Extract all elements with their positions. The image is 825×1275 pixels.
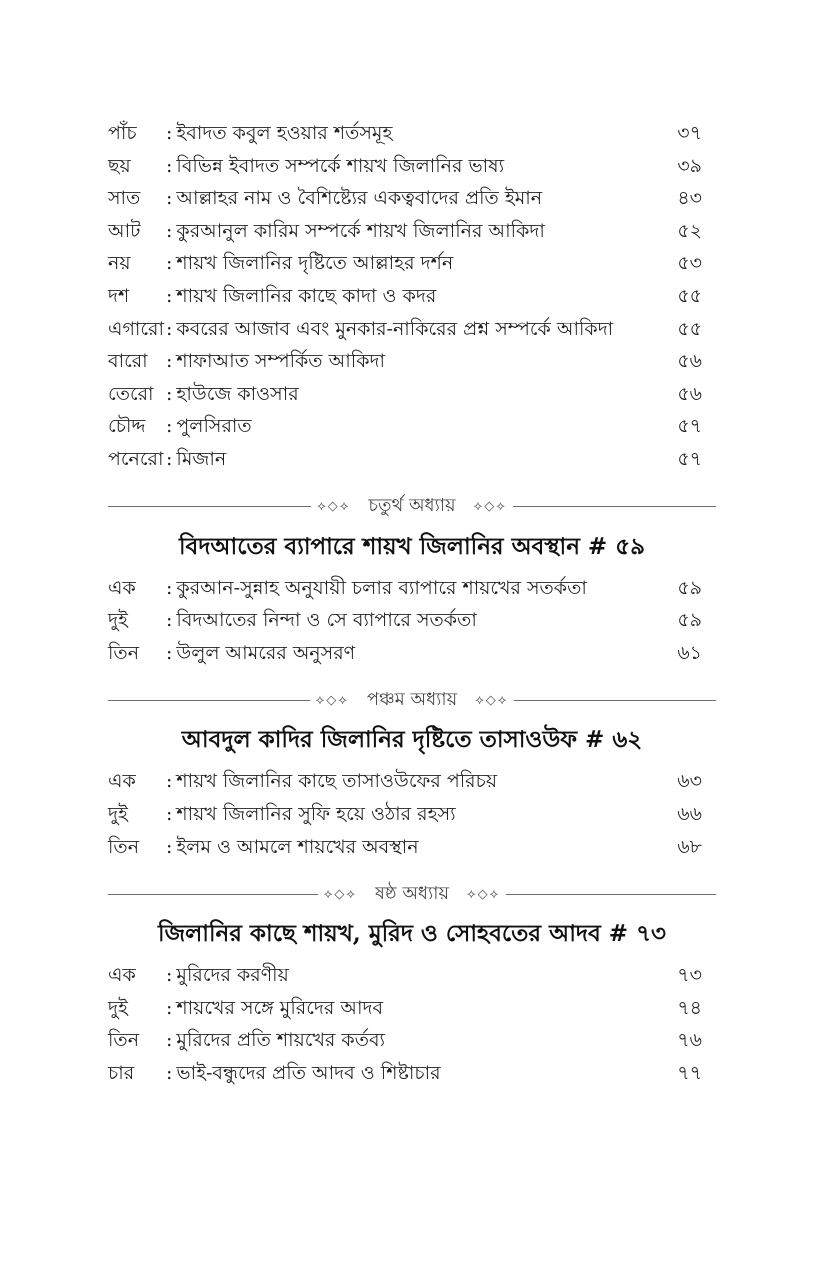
toc-row	[108, 798, 716, 831]
item-page: ৫৫	[677, 317, 702, 340]
item-number: তেরো	[108, 382, 154, 405]
separator: :	[166, 284, 173, 307]
toc-row	[108, 182, 716, 215]
item-page: ৭৭	[677, 1061, 702, 1084]
item-page: ৫৭	[677, 415, 702, 438]
item-number: বারো	[108, 350, 148, 373]
toc-section-continued	[108, 117, 716, 476]
separator: :	[166, 576, 173, 599]
toc-row	[108, 280, 716, 313]
chapter-section	[108, 687, 716, 863]
separator: :	[166, 770, 173, 793]
item-title: : বিদআতের নিন্দা ও সে ব্যাপারে সতর্কতা	[166, 609, 477, 632]
toc-row	[108, 215, 716, 248]
separator: :	[166, 187, 173, 210]
chapter-title: বিদআতের ব্যাপারে শায়খ জিলানির অবস্থান # ৫৯	[178, 532, 646, 560]
item-page: ৫৯	[677, 609, 702, 632]
toc-row	[108, 604, 716, 637]
chapter-divider	[108, 881, 716, 907]
chapter-divider	[108, 494, 716, 520]
separator: :	[166, 252, 173, 275]
separator: :	[166, 122, 173, 144]
item-number: চার	[108, 1061, 135, 1084]
item-title: : উলুল আমরের অনুসরণ	[166, 641, 356, 664]
item-title: : কুরআনুল কারিম সম্পর্কে শায়খ জিলানির আকিদা	[166, 219, 545, 242]
item-number: দশ	[108, 284, 130, 307]
item-number: তিন	[108, 835, 140, 858]
item-title: : শায়খের সঙ্গে মুরিদের আদব	[166, 996, 384, 1019]
ornament-icon: ⟡◇⟡	[317, 499, 351, 515]
item-title: : ইবাদত কবুল হওয়ার শর্তসমূহ	[166, 122, 393, 144]
item-title: : শাফাআত সম্পর্কিত আকিদা	[166, 350, 385, 373]
toc-row	[108, 378, 716, 411]
item-page: ৫৬	[677, 382, 702, 405]
item-number: এক	[108, 770, 136, 793]
divider-line	[506, 894, 716, 895]
ornament-icon: ⟡◇⟡	[475, 692, 509, 708]
toc-row	[108, 637, 716, 670]
separator: :	[166, 609, 173, 632]
item-page: ৫৭	[677, 447, 702, 470]
toc-row	[108, 247, 716, 280]
item-page: ৫৯	[677, 576, 702, 599]
item-number: দুই	[108, 802, 128, 825]
item-number: এক	[108, 576, 136, 599]
divider-line	[108, 894, 318, 895]
toc-row	[108, 410, 716, 443]
toc-row	[108, 992, 716, 1025]
ornament-icon: ⟡◇⟡	[323, 886, 357, 902]
toc-row	[108, 443, 716, 476]
divider-line	[108, 506, 311, 507]
item-title: : কবরের আজাব এবং মুনকার-নাকিরের প্রশ্ন সম্পর্কে আকিদা	[166, 317, 614, 340]
item-title: : মুরিদের করণীয়	[166, 964, 289, 987]
item-number: সাত	[108, 187, 141, 210]
item-title: : শায়খ জিলানির দৃষ্টিতে আল্লাহর দর্শন	[166, 252, 454, 275]
separator: :	[166, 415, 173, 438]
item-title: : আল্লাহর নাম ও বৈশিষ্ট্যের একত্ববাদের প্রতি ইমান	[166, 187, 543, 210]
item-page: ৬৩	[677, 770, 702, 793]
ornament-icon: ⟡◇⟡	[315, 692, 349, 708]
item-number: আট	[108, 219, 141, 242]
separator: :	[166, 447, 173, 470]
separator: :	[166, 1029, 173, 1052]
chapter-section	[108, 494, 716, 670]
chapter-title: আবদুল কাদির জিলানির দৃষ্টিতে তাসাওউফ # ৬২	[181, 726, 643, 754]
separator: :	[166, 317, 173, 340]
table-of-contents	[108, 117, 716, 1089]
separator: :	[166, 1061, 173, 1084]
item-title: : ভাই-বন্ধুদের প্রতি আদব ও শিষ্টাচার	[166, 1061, 441, 1084]
item-title: : ইলম ও আমলে শায়খের অবস্থান	[166, 835, 419, 858]
item-title: : পুলসিরাত	[166, 415, 252, 438]
item-page: ৭৪	[677, 996, 702, 1019]
divider-line	[514, 700, 716, 701]
toc-row	[108, 1024, 716, 1057]
separator: :	[166, 350, 173, 373]
chapter-divider	[108, 687, 716, 713]
chapter-section	[108, 881, 716, 1089]
item-title: : মুরিদের প্রতি শায়খের কর্তব্য	[166, 1029, 386, 1052]
separator: :	[166, 835, 173, 858]
item-page: ৩৯	[677, 154, 702, 177]
ornament-icon: ⟡◇⟡	[467, 886, 501, 902]
item-number: তিন	[108, 1029, 140, 1052]
item-title: : হাউজে কাওসার	[166, 382, 299, 405]
item-number: এক	[108, 964, 136, 987]
item-number: দুই	[108, 996, 128, 1019]
item-title: : শায়খ জিলানির কাছে তাসাওউফের পরিচয়	[166, 770, 498, 793]
item-number: এগারো	[108, 317, 165, 340]
ornament-icon: ⟡◇⟡	[473, 499, 507, 515]
item-page: ৭৩	[677, 964, 702, 987]
item-page: ৬৬	[677, 802, 702, 825]
toc-row	[108, 831, 716, 864]
item-page: ৩৭	[677, 122, 702, 144]
item-number: দুই	[108, 609, 128, 632]
item-page: ৪৩	[677, 187, 702, 210]
item-number: পনেরো	[108, 447, 164, 470]
item-page: ৫২	[677, 219, 702, 242]
item-page: ৫৬	[677, 350, 702, 373]
toc-row	[108, 345, 716, 378]
separator: :	[166, 641, 173, 664]
item-number: ছয়	[108, 154, 131, 177]
item-page: ৫৩	[677, 252, 702, 275]
chapter-title: জিলানির কাছে শায়খ, মুরিদ ও সোহবতের আদব # ৭৩	[158, 920, 666, 948]
toc-row	[108, 1057, 716, 1090]
item-number: নয়	[108, 252, 131, 275]
separator: :	[166, 802, 173, 825]
toc-row	[108, 313, 716, 346]
toc-row	[108, 959, 716, 992]
item-title: : মিজান	[166, 447, 227, 470]
separator: :	[166, 154, 173, 177]
item-title: : কুরআন-সুন্নাহ অনুযায়ী চলার ব্যাপারে শায়খের সতর্কতা	[166, 576, 587, 599]
separator: :	[166, 964, 173, 987]
item-page: ৬১	[677, 641, 702, 664]
separator: :	[166, 382, 173, 405]
toc-row	[108, 765, 716, 798]
item-title: : বিভিন্ন ইবাদত সম্পর্কে শায়খ জিলানির ভাষ্য	[166, 154, 505, 177]
toc-row	[108, 572, 716, 605]
item-page: ৬৮	[677, 835, 702, 858]
item-page: ৭৬	[677, 1029, 702, 1052]
chapter-label: ষষ্ঠ অধ্যায়	[374, 882, 450, 904]
chapter-label: চতুর্থ অধ্যায়	[368, 495, 456, 517]
separator: :	[166, 996, 173, 1019]
item-page: ৫৫	[677, 284, 702, 307]
divider-line	[108, 700, 310, 701]
chapter-label: পঞ্চম অধ্যায়	[366, 688, 458, 710]
toc-row	[108, 150, 716, 183]
item-number: তিন	[108, 641, 140, 664]
item-number: পাঁচ	[108, 122, 137, 144]
separator: :	[166, 219, 173, 242]
item-number: চৌদ্দ	[108, 415, 146, 438]
item-title: : শায়খ জিলানির সুফি হয়ে ওঠার রহস্য	[166, 802, 456, 825]
item-title: : শায়খ জিলানির কাছে কাদা ও কদর	[166, 284, 437, 307]
divider-line	[513, 506, 716, 507]
toc-row	[108, 117, 716, 150]
